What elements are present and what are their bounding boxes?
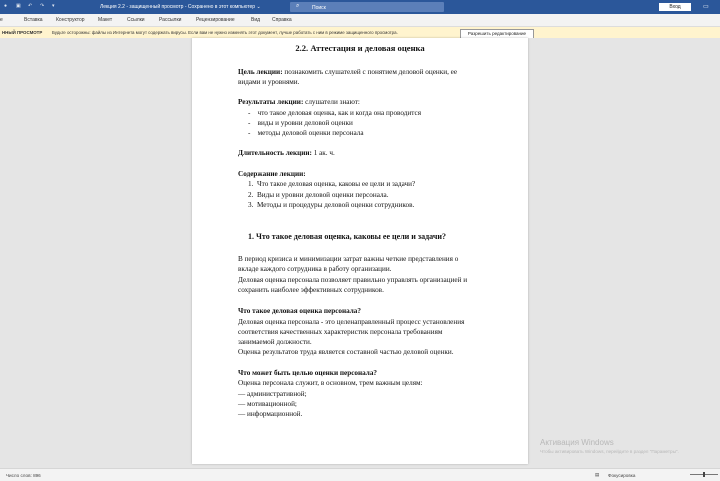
goal-line-2: видами и уровнями.: [238, 78, 300, 86]
question-heading: Что такое деловая оценка персонала?: [238, 307, 361, 315]
search-placeholder: Поиск: [312, 4, 326, 11]
paragraph-line: Деловая оценка персонала - это целенаправленный процесс установления: [238, 318, 465, 326]
list-item: - виды и уровни деловой оценки: [248, 119, 353, 127]
list-item: - что такое деловая оценка, как и когда она проводится: [248, 109, 422, 117]
results-text: слушатели знают:: [303, 98, 360, 106]
duration-text: 1 ак. ч.: [311, 149, 335, 157]
paragraph-line: Деловая оценка персонала позволяет правильно управлять организацией и: [238, 276, 468, 284]
activation-watermark-subtitle: Чтобы активировать Windows, перейдите в раздел "Параметры".: [540, 449, 679, 454]
document-area[interactable]: [0, 38, 720, 468]
tab-references[interactable]: Ссылки: [127, 17, 145, 23]
quick-access-toolbar: [4, 3, 59, 10]
protected-view-message: Будьте осторожны: файлы из Интернета могут содержать вирусы. Если вам не нужно изменять этот документ, лучше работать с ним в режиме защищенного просмотра.: [52, 30, 398, 35]
document-title[interactable]: Лекция 2.2 - защищенный просмотр - Сохранено в этот компьютер ⌄: [100, 4, 261, 10]
section-heading: 1. Что такое деловая оценка, каковы ее цели и задачи?: [248, 232, 446, 241]
page-heading: 2.2. Аттестация и деловая оценка: [295, 43, 425, 53]
search-icon: ⌕: [296, 3, 300, 9]
tab-mailings[interactable]: Рассылки: [159, 17, 182, 23]
status-icons: [595, 472, 599, 478]
goal-text: познакомить слушателей с понятием деловой оценки, ее: [282, 68, 458, 76]
list-item: 2. Виды и уровни деловой оценки персонала.: [248, 191, 389, 199]
paragraph-line: занимаемой должности.: [238, 338, 312, 346]
tab-view[interactable]: Вид: [251, 17, 261, 23]
paragraph-line: — мотивационной;: [238, 400, 297, 408]
tab-layout[interactable]: Макет: [98, 17, 113, 23]
enable-editing-button[interactable]: Разрешить редактирование: [460, 29, 534, 39]
paragraph-line: — административной;: [238, 390, 307, 398]
results-line: [238, 98, 360, 106]
word-count[interactable]: Число слов: 896: [6, 473, 41, 478]
ribbon-tabs: [0, 14, 720, 27]
tab-insert[interactable]: Вставка: [24, 17, 43, 23]
list-item: 3. Методы и процедуры деловой оценки сотрудников.: [248, 201, 415, 209]
focus-label[interactable]: Фокусировка: [608, 473, 636, 478]
save-icon[interactable]: ▣: [16, 3, 21, 9]
paragraph-line: — информационной.: [238, 410, 303, 418]
protected-view-title: ННЫЙ ПРОСМОТР: [2, 30, 43, 35]
tab-file[interactable]: е: [0, 17, 3, 23]
paragraph-line: Оценка персонала служит, в основном, трем важным целям:: [238, 379, 423, 387]
sign-in-button[interactable]: Вход: [659, 3, 691, 11]
status-bar: [0, 468, 720, 481]
paragraph-line: соответствия качественных характеристик персонала требованиям: [238, 328, 443, 336]
focus-mode-icon[interactable]: ▤: [595, 472, 600, 477]
search-box[interactable]: [290, 2, 444, 12]
duration-label: Длительность лекции:: [238, 149, 312, 157]
results-label: Результаты лекции:: [238, 98, 304, 106]
goal-line: [238, 68, 457, 76]
contents-label: Содержание лекции:: [238, 170, 306, 178]
list-item: - методы деловой оценки персонала: [248, 129, 364, 137]
ribbon-display-icon[interactable]: ▭: [703, 4, 709, 10]
tab-help[interactable]: Справка: [272, 17, 292, 23]
question-heading: Что может быть целью оценки персонала?: [238, 369, 378, 377]
autosave-icon[interactable]: ●: [4, 3, 8, 9]
list-item: 1. Что такое деловая оценка, каковы ее цели и задачи?: [248, 180, 416, 188]
paragraph-line: вкладе каждого сотрудника в работу организации.: [238, 265, 392, 273]
duration-line: [238, 149, 335, 157]
paragraph-line: сохранить наиболее эффективных сотрудников.: [238, 286, 384, 294]
tab-design[interactable]: Конструктор: [56, 17, 85, 23]
paragraph-line: Оценка результатов труда является составной частью деловой оценки.: [238, 348, 454, 356]
zoom-slider[interactable]: [690, 474, 718, 475]
redo-icon[interactable]: ↷: [40, 3, 45, 9]
goal-label: Цель лекции:: [238, 68, 283, 76]
title-bar: [0, 0, 720, 14]
paragraph-line: В период кризиса и минимизации затрат важны четкие представления о: [238, 255, 459, 263]
activation-watermark-title: Активация Windows: [540, 438, 614, 447]
undo-icon[interactable]: ↶: [28, 3, 33, 9]
customize-icon[interactable]: ▾: [52, 3, 55, 9]
tab-review[interactable]: Рецензирование: [196, 17, 235, 23]
document-page[interactable]: [192, 38, 528, 464]
